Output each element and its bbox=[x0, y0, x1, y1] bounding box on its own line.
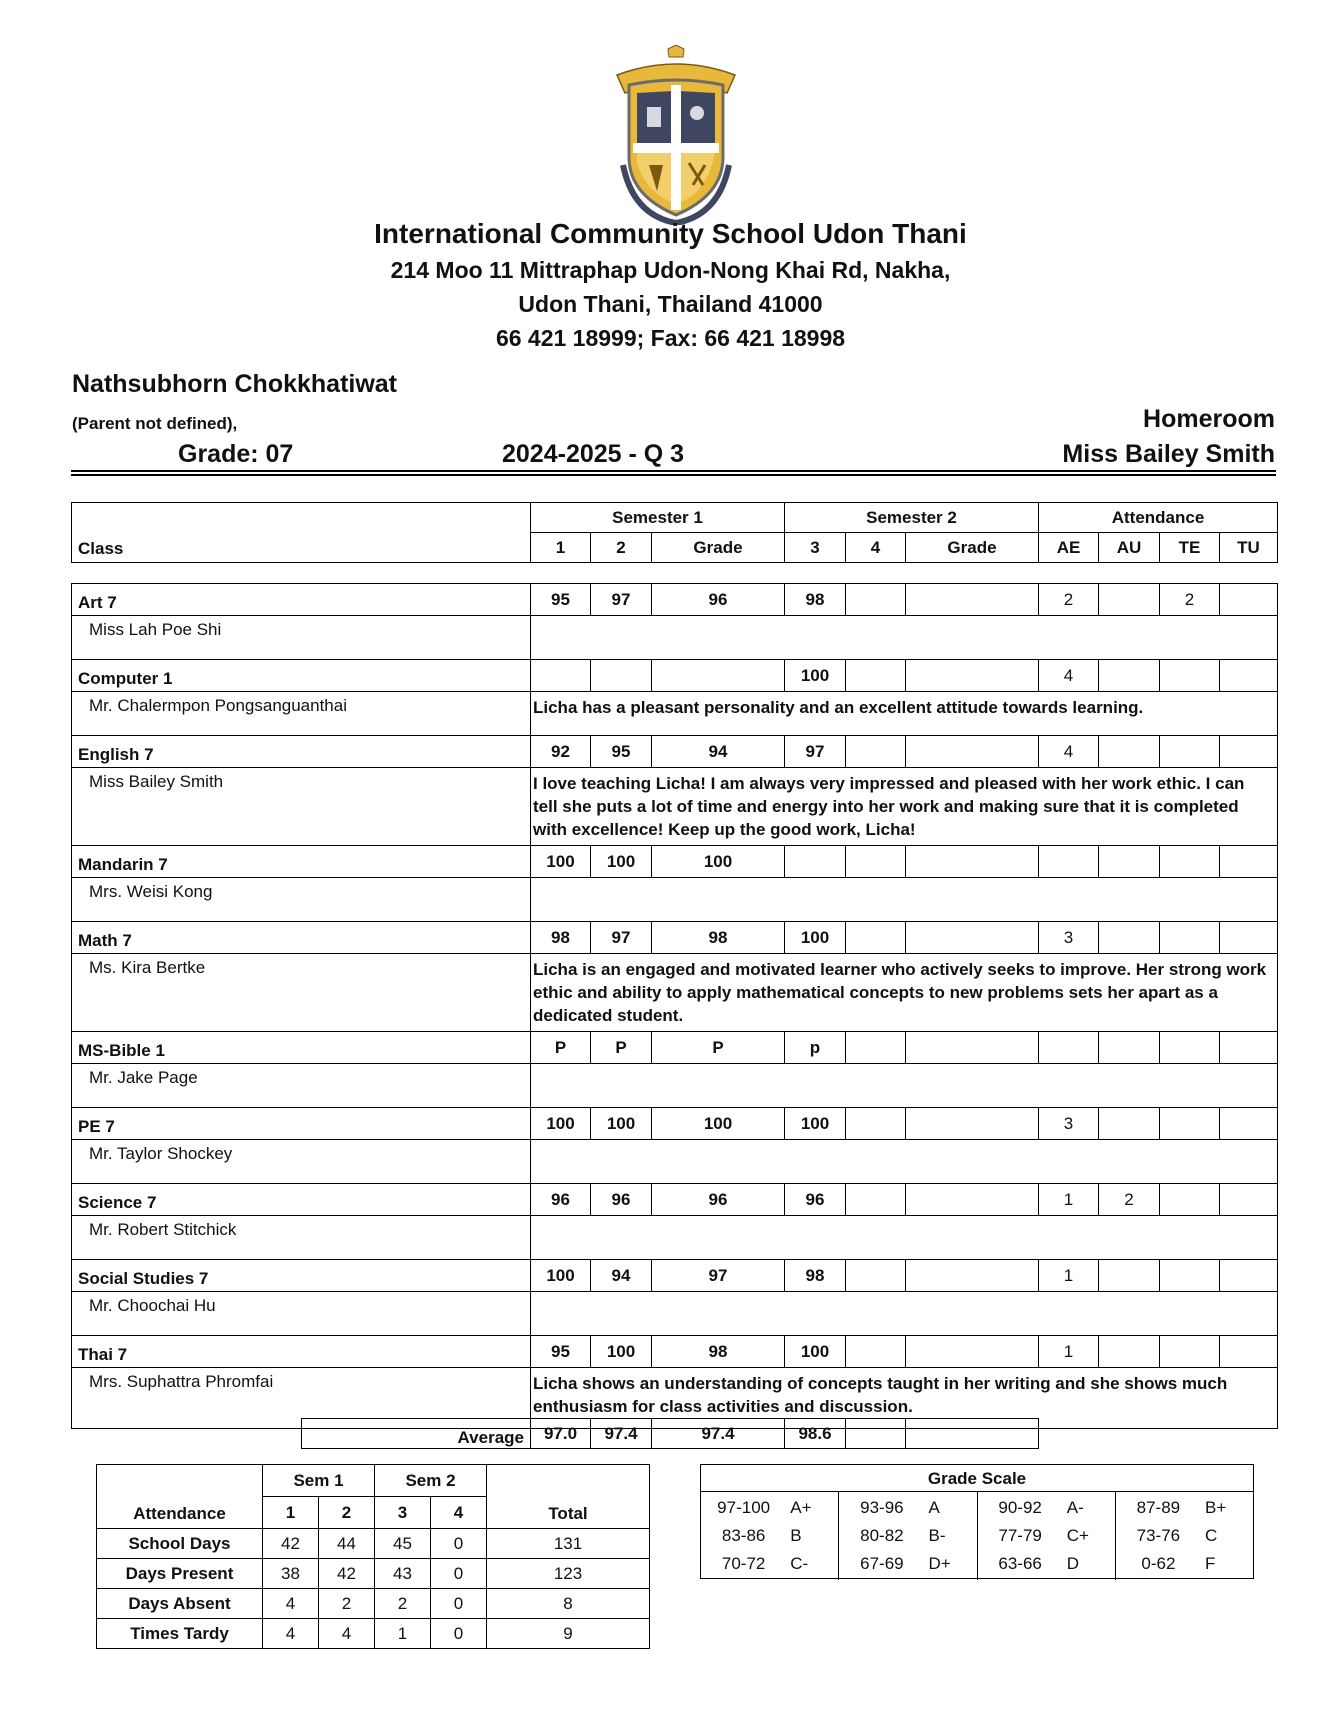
q2-score: 95 bbox=[591, 736, 652, 768]
grade-scale-entry bbox=[701, 1494, 838, 1522]
q1-score: 100 bbox=[531, 1108, 591, 1140]
attendance-row-label: Times Tardy bbox=[97, 1619, 263, 1649]
course-comment bbox=[531, 1292, 1278, 1336]
grade-range: 97-100 bbox=[717, 1498, 771, 1517]
course-teacher: Mr. Jake Page bbox=[72, 1064, 531, 1108]
q1-score: 95 bbox=[531, 1336, 591, 1368]
q1-score: 100 bbox=[531, 1260, 591, 1292]
q4-score bbox=[846, 1108, 906, 1140]
q1-score: 96 bbox=[531, 1184, 591, 1216]
average-q1: 97.0 bbox=[531, 1419, 591, 1449]
ae-count bbox=[1039, 846, 1099, 878]
course-teacher: Mrs. Weisi Kong bbox=[72, 878, 531, 922]
course-comment: Licha is an engaged and motivated learner who actively seeks to improve. Her strong work ethic and ability to apply mathematical concepts to new problems sets her apart as a dedicated student. bbox=[531, 954, 1278, 1032]
grade-letter: B bbox=[790, 1526, 802, 1545]
sem1-grade: 98 bbox=[652, 922, 785, 954]
sem1-grade: 100 bbox=[652, 846, 785, 878]
course-comment bbox=[531, 1064, 1278, 1108]
attendance-summary-table bbox=[96, 1464, 650, 1649]
attendance-row-label: Days Absent bbox=[97, 1589, 263, 1619]
attendance-quarter-value: 42 bbox=[319, 1559, 375, 1589]
grade-scale-title: Grade Scale bbox=[701, 1465, 1253, 1492]
average-row bbox=[301, 1418, 1039, 1449]
course-row bbox=[72, 922, 1278, 954]
class-column-header: Class bbox=[72, 503, 531, 563]
sem2-grade bbox=[906, 1260, 1039, 1292]
course-detail-row bbox=[72, 616, 1278, 660]
ae-count bbox=[1039, 1032, 1099, 1064]
attendance-quarter-value: 38 bbox=[263, 1559, 319, 1589]
te-header: TE bbox=[1160, 533, 1220, 563]
attendance-summary-row bbox=[97, 1559, 650, 1589]
attendance-header: Attendance bbox=[1039, 503, 1278, 533]
grade-scale bbox=[700, 1464, 1254, 1579]
q1-score: 95 bbox=[531, 584, 591, 616]
attendance-summary-title: Attendance bbox=[97, 1465, 263, 1529]
q3-score: 98 bbox=[785, 1260, 846, 1292]
course-name: MS-Bible 1 bbox=[72, 1032, 531, 1064]
header-divider bbox=[71, 474, 1276, 476]
quarter-1-label: 1 bbox=[263, 1497, 319, 1529]
grade-scale-entry bbox=[839, 1494, 976, 1522]
course-row bbox=[72, 1336, 1278, 1368]
tu-count bbox=[1220, 922, 1278, 954]
grade-letter: F bbox=[1205, 1554, 1216, 1573]
grade-scale-entry bbox=[701, 1522, 838, 1550]
au-count: 2 bbox=[1099, 1184, 1160, 1216]
grade-range: 70-72 bbox=[721, 1554, 766, 1573]
course-comment: Licha has a pleasant personality and an excellent attitude towards learning. bbox=[531, 692, 1278, 736]
attendance-quarter-value: 2 bbox=[319, 1589, 375, 1619]
au-count bbox=[1099, 922, 1160, 954]
attendance-row-label: School Days bbox=[97, 1529, 263, 1559]
course-detail-row bbox=[72, 1292, 1278, 1336]
report-term: 2024-2025 - Q 3 bbox=[502, 440, 685, 468]
grade-range: 83-86 bbox=[721, 1526, 766, 1545]
grade-range: 93-96 bbox=[860, 1498, 904, 1517]
average-q3: 98.6 bbox=[785, 1419, 846, 1449]
grade-range: 77-79 bbox=[998, 1526, 1042, 1545]
q3-header: 3 bbox=[785, 533, 846, 563]
course-row bbox=[72, 736, 1278, 768]
q2-score: 97 bbox=[591, 584, 652, 616]
attendance-summary-row bbox=[97, 1589, 650, 1619]
course-row bbox=[72, 660, 1278, 692]
grade-scale-entry bbox=[978, 1550, 1115, 1578]
q4-score bbox=[846, 736, 906, 768]
q1-score bbox=[531, 660, 591, 692]
course-row bbox=[72, 1184, 1278, 1216]
tu-count bbox=[1220, 1032, 1278, 1064]
sem2-grade bbox=[906, 584, 1039, 616]
tu-header: TU bbox=[1220, 533, 1278, 563]
attendance-quarter-value: 4 bbox=[263, 1589, 319, 1619]
grade-scale-entry bbox=[701, 1550, 838, 1578]
student-name: Nathsubhorn Chokkhatiwat bbox=[72, 370, 398, 398]
te-count bbox=[1160, 736, 1220, 768]
q2-score: 100 bbox=[591, 1336, 652, 1368]
average-label: Average bbox=[302, 1419, 531, 1449]
ae-count: 1 bbox=[1039, 1184, 1099, 1216]
quarter-3-label: 3 bbox=[375, 1497, 431, 1529]
ae-count: 1 bbox=[1039, 1260, 1099, 1292]
sem2-grade bbox=[906, 736, 1039, 768]
te-count bbox=[1160, 660, 1220, 692]
q2-score: 94 bbox=[591, 1260, 652, 1292]
q3-score: 97 bbox=[785, 736, 846, 768]
course-comment: I love teaching Licha! I am always very impressed and pleased with her work ethic. I can tell she puts a lot of time and energy into her work and making sure that it is completed with excellence! Keep up the good work, Licha! bbox=[531, 768, 1278, 846]
grade-scale-column bbox=[701, 1492, 839, 1580]
q1-score: P bbox=[531, 1032, 591, 1064]
sem2-grade bbox=[906, 846, 1039, 878]
au-count bbox=[1099, 1032, 1160, 1064]
tu-count bbox=[1220, 1336, 1278, 1368]
attendance-total: 9 bbox=[487, 1619, 650, 1649]
grade-letter: C- bbox=[790, 1554, 809, 1573]
attendance-quarter-value: 4 bbox=[319, 1619, 375, 1649]
course-teacher: Miss Lah Poe Shi bbox=[72, 616, 531, 660]
q1-score: 92 bbox=[531, 736, 591, 768]
course-name: Computer 1 bbox=[72, 660, 531, 692]
attendance-quarter-value: 1 bbox=[375, 1619, 431, 1649]
q3-score: p bbox=[785, 1032, 846, 1064]
ae-count: 1 bbox=[1039, 1336, 1099, 1368]
q2-score: 100 bbox=[591, 1108, 652, 1140]
grade-range: 63-66 bbox=[998, 1554, 1042, 1573]
sem2-grade-header: Grade bbox=[906, 533, 1039, 563]
course-row bbox=[72, 584, 1278, 616]
school-crest-logo bbox=[613, 45, 739, 225]
course-row bbox=[72, 1032, 1278, 1064]
ae-header: AE bbox=[1039, 533, 1099, 563]
sem1-grade: 96 bbox=[652, 1184, 785, 1216]
q4-score bbox=[846, 660, 906, 692]
attendance-quarter-value: 2 bbox=[375, 1589, 431, 1619]
q2-score: P bbox=[591, 1032, 652, 1064]
attendance-row-label: Days Present bbox=[97, 1559, 263, 1589]
attendance-quarter-value: 4 bbox=[263, 1619, 319, 1649]
parent-name: (Parent not defined), bbox=[72, 414, 238, 433]
homeroom-teacher: Miss Bailey Smith bbox=[1062, 440, 1275, 468]
au-count bbox=[1099, 1260, 1160, 1292]
au-header: AU bbox=[1099, 533, 1160, 563]
grade-scale-column bbox=[1116, 1492, 1253, 1580]
school-name: International Community School Udon Thani bbox=[374, 218, 967, 249]
attendance-quarter-value: 42 bbox=[263, 1529, 319, 1559]
tu-count bbox=[1220, 1260, 1278, 1292]
au-count bbox=[1099, 584, 1160, 616]
te-count bbox=[1160, 1336, 1220, 1368]
au-count bbox=[1099, 736, 1160, 768]
q2-header: 2 bbox=[591, 533, 652, 563]
au-count bbox=[1099, 660, 1160, 692]
attendance-total: 131 bbox=[487, 1529, 650, 1559]
tu-count bbox=[1220, 584, 1278, 616]
quarter-4-label: 4 bbox=[431, 1497, 487, 1529]
course-detail-row bbox=[72, 954, 1278, 1032]
course-detail-row bbox=[72, 1140, 1278, 1184]
grade-scale-entry bbox=[1116, 1522, 1253, 1550]
homeroom-label: Homeroom bbox=[1143, 405, 1275, 433]
grade-letter: A bbox=[928, 1498, 940, 1517]
sem1-grade: 96 bbox=[652, 584, 785, 616]
school-address-line1: 214 Moo 11 Mittraphap Udon-Nong Khai Rd, Nakha, bbox=[390, 257, 951, 283]
course-teacher: Ms. Kira Bertke bbox=[72, 954, 531, 1032]
course-name: Thai 7 bbox=[72, 1336, 531, 1368]
attendance-quarter-value: 43 bbox=[375, 1559, 431, 1589]
grade-scale-entry bbox=[978, 1494, 1115, 1522]
attendance-quarter-value: 44 bbox=[319, 1529, 375, 1559]
q3-score: 98 bbox=[785, 584, 846, 616]
quarter-2-label: 2 bbox=[319, 1497, 375, 1529]
sem2-grade bbox=[906, 1184, 1039, 1216]
attendance-quarter-value: 0 bbox=[431, 1559, 487, 1589]
te-count bbox=[1160, 1184, 1220, 1216]
course-row bbox=[72, 1260, 1278, 1292]
course-name: Art 7 bbox=[72, 584, 531, 616]
sem2-grade bbox=[906, 1108, 1039, 1140]
grade-letter: D+ bbox=[928, 1554, 951, 1573]
semester2-header: Semester 2 bbox=[785, 503, 1039, 533]
q2-score: 96 bbox=[591, 1184, 652, 1216]
header-divider bbox=[71, 470, 1276, 472]
sem2-grade bbox=[906, 1032, 1039, 1064]
tu-count bbox=[1220, 736, 1278, 768]
course-teacher: Mr. Choochai Hu bbox=[72, 1292, 531, 1336]
course-name: English 7 bbox=[72, 736, 531, 768]
te-count bbox=[1160, 922, 1220, 954]
q4-score bbox=[846, 1260, 906, 1292]
course-detail-row bbox=[72, 692, 1278, 736]
attendance-quarter-value: 0 bbox=[431, 1529, 487, 1559]
grid-header-row-1 bbox=[72, 503, 1278, 533]
attendance-summary-row bbox=[97, 1529, 650, 1559]
course-name: PE 7 bbox=[72, 1108, 531, 1140]
q3-score: 96 bbox=[785, 1184, 846, 1216]
grade-range: 90-92 bbox=[998, 1498, 1042, 1517]
student-grade: Grade: 07 bbox=[178, 440, 294, 468]
course-detail-row bbox=[72, 768, 1278, 846]
te-count bbox=[1160, 1108, 1220, 1140]
grade-scale-entry bbox=[839, 1550, 976, 1578]
course-name: Mandarin 7 bbox=[72, 846, 531, 878]
attendance-summary-row bbox=[97, 1619, 650, 1649]
q2-score: 100 bbox=[591, 846, 652, 878]
grade-range: 67-69 bbox=[860, 1554, 904, 1573]
q1-score: 98 bbox=[531, 922, 591, 954]
sem1-grade: 97 bbox=[652, 1260, 785, 1292]
grade-range: 87-89 bbox=[1136, 1498, 1181, 1517]
q2-score: 97 bbox=[591, 922, 652, 954]
grade-letter: B+ bbox=[1205, 1498, 1227, 1517]
course-name: Math 7 bbox=[72, 922, 531, 954]
sem1-grade: 100 bbox=[652, 1108, 785, 1140]
total-label: Total bbox=[487, 1465, 650, 1529]
school-address-line2: Udon Thani, Thailand 41000 bbox=[518, 291, 823, 317]
au-count bbox=[1099, 1108, 1160, 1140]
average-sem1: 97.4 bbox=[652, 1419, 785, 1449]
grade-letter: D bbox=[1066, 1554, 1080, 1573]
q4-score bbox=[846, 1336, 906, 1368]
au-count bbox=[1099, 1336, 1160, 1368]
grade-scale-entry bbox=[839, 1522, 976, 1550]
course-comment bbox=[531, 1216, 1278, 1260]
tu-count bbox=[1220, 660, 1278, 692]
sem1-grade: 98 bbox=[652, 1336, 785, 1368]
ae-count: 3 bbox=[1039, 922, 1099, 954]
q3-score: 100 bbox=[785, 922, 846, 954]
course-row bbox=[72, 846, 1278, 878]
course-comment bbox=[531, 1140, 1278, 1184]
grade-scale-column bbox=[839, 1492, 977, 1580]
course-teacher: Mr. Chalermpon Pongsanguanthai bbox=[72, 692, 531, 736]
q3-score: 100 bbox=[785, 1336, 846, 1368]
course-teacher: Mr. Taylor Shockey bbox=[72, 1140, 531, 1184]
sem2-grade bbox=[906, 1336, 1039, 1368]
course-teacher: Mrs. Suphattra Phromfai bbox=[72, 1368, 531, 1429]
grade-letter: C bbox=[1205, 1526, 1218, 1545]
sem2-grade bbox=[906, 922, 1039, 954]
q1-header: 1 bbox=[531, 533, 591, 563]
course-detail-row bbox=[72, 1216, 1278, 1260]
tu-count bbox=[1220, 846, 1278, 878]
q3-score: 100 bbox=[785, 1108, 846, 1140]
school-phone: 66 421 18999; Fax: 66 421 18998 bbox=[495, 325, 846, 351]
course-detail-row bbox=[72, 1064, 1278, 1108]
grade-scale-entry bbox=[1116, 1550, 1253, 1578]
ae-count: 3 bbox=[1039, 1108, 1099, 1140]
grade-letter: A+ bbox=[790, 1498, 812, 1517]
q3-score: 100 bbox=[785, 660, 846, 692]
grade-range: 80-82 bbox=[860, 1526, 904, 1545]
average-q4 bbox=[846, 1419, 906, 1449]
sem1-grade-header: Grade bbox=[652, 533, 785, 563]
q4-score bbox=[846, 846, 906, 878]
course-comment bbox=[531, 616, 1278, 660]
attendance-total: 8 bbox=[487, 1589, 650, 1619]
au-count bbox=[1099, 846, 1160, 878]
grade-scale-column bbox=[978, 1492, 1116, 1580]
te-count bbox=[1160, 1032, 1220, 1064]
course-teacher: Miss Bailey Smith bbox=[72, 768, 531, 846]
q3-score bbox=[785, 846, 846, 878]
te-count: 2 bbox=[1160, 584, 1220, 616]
grade-scale-entry bbox=[978, 1522, 1115, 1550]
sem2-grade bbox=[906, 660, 1039, 692]
te-count bbox=[1160, 846, 1220, 878]
q4-score bbox=[846, 1184, 906, 1216]
course-comment bbox=[531, 878, 1278, 922]
sem1-grade: 94 bbox=[652, 736, 785, 768]
attendance-total: 123 bbox=[487, 1559, 650, 1589]
course-row bbox=[72, 1108, 1278, 1140]
sem1-label: Sem 1 bbox=[263, 1465, 375, 1497]
q4-score bbox=[846, 1032, 906, 1064]
q4-score bbox=[846, 922, 906, 954]
semester1-header: Semester 1 bbox=[531, 503, 785, 533]
average-sem2 bbox=[906, 1419, 1039, 1449]
average-q2: 97.4 bbox=[591, 1419, 652, 1449]
q4-score bbox=[846, 584, 906, 616]
grade-range: 73-76 bbox=[1136, 1526, 1181, 1545]
course-detail-row bbox=[72, 878, 1278, 922]
q4-header: 4 bbox=[846, 533, 906, 563]
course-name: Science 7 bbox=[72, 1184, 531, 1216]
ae-count: 4 bbox=[1039, 736, 1099, 768]
q2-score bbox=[591, 660, 652, 692]
tu-count bbox=[1220, 1184, 1278, 1216]
course-comment: Licha shows an understanding of concepts taught in her writing and she shows much enthusiasm for class activities and discussion. bbox=[531, 1368, 1278, 1429]
te-count bbox=[1160, 1260, 1220, 1292]
q1-score: 100 bbox=[531, 846, 591, 878]
sem1-grade: P bbox=[652, 1032, 785, 1064]
course-name: Social Studies 7 bbox=[72, 1260, 531, 1292]
grades-table bbox=[71, 502, 1278, 1429]
tu-count bbox=[1220, 1108, 1278, 1140]
grade-scale-entry bbox=[1116, 1494, 1253, 1522]
sem2-label: Sem 2 bbox=[375, 1465, 487, 1497]
sem1-grade bbox=[652, 660, 785, 692]
grade-letter: A- bbox=[1066, 1498, 1084, 1517]
grade-letter: B- bbox=[928, 1526, 946, 1545]
attendance-quarter-value: 0 bbox=[431, 1619, 487, 1649]
grade-range: 0-62 bbox=[1141, 1554, 1176, 1573]
ae-count: 4 bbox=[1039, 660, 1099, 692]
attendance-quarter-value: 45 bbox=[375, 1529, 431, 1559]
attendance-quarter-value: 0 bbox=[431, 1589, 487, 1619]
grade-letter: C+ bbox=[1066, 1526, 1089, 1545]
ae-count: 2 bbox=[1039, 584, 1099, 616]
course-teacher: Mr. Robert Stitchick bbox=[72, 1216, 531, 1260]
